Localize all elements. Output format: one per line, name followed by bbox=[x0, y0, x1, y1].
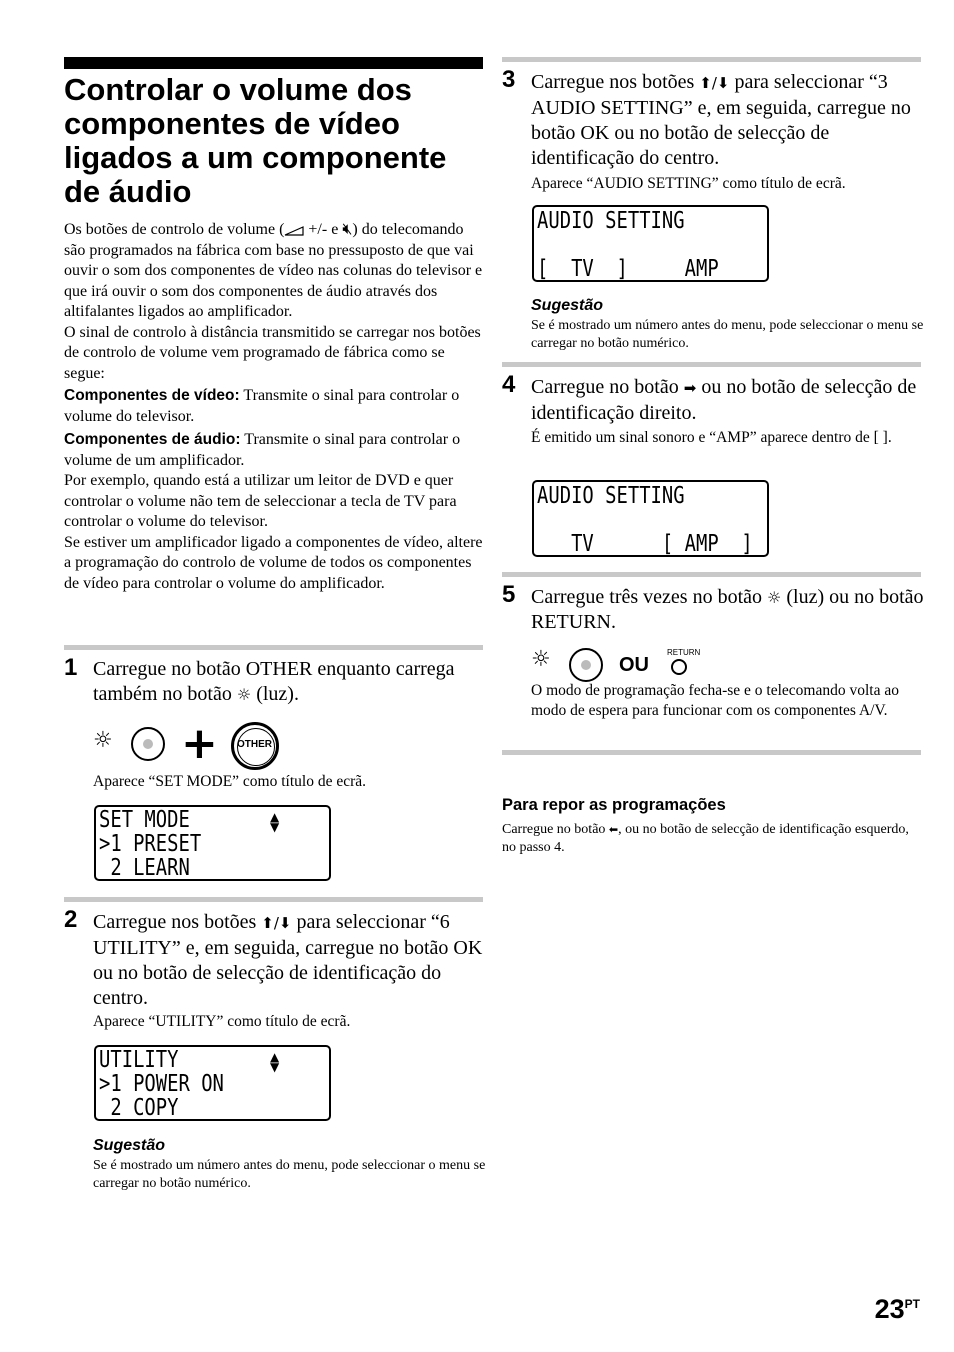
step2-number: 2 bbox=[64, 906, 78, 933]
plus-icon: + bbox=[181, 718, 218, 769]
top-rule-right bbox=[502, 57, 921, 62]
step5-rule bbox=[502, 572, 921, 577]
light-icon: ☼ bbox=[93, 728, 113, 753]
lcd-line: AUDIO SETTING bbox=[537, 483, 685, 509]
step2-text: Carregue nos botões ⬆/⬇ para seleccionar “6 UTILITY” e, em seguida, carregue no botão OK ou no botão de selecção de identificação do centro. bbox=[93, 911, 483, 1009]
step4-number: 4 bbox=[502, 371, 516, 398]
step1-rule bbox=[64, 645, 483, 650]
light-icon: ☼ bbox=[767, 588, 782, 607]
lcd-line: 2 COPY bbox=[99, 1095, 179, 1121]
or-label: OU bbox=[619, 654, 649, 676]
reset-text: Carregue no botão ⬅, ou no botão de selecção de identificação esquerdo, no passo 4. bbox=[502, 822, 909, 855]
intro-paragraph-4: Se estiver um amplificador ligado a componentes de vídeo, altere a programação do controlo de volume de todos os componentes de vídeo para controlar o volume do amplificador. bbox=[64, 533, 483, 592]
lcd-set-mode bbox=[94, 805, 331, 881]
reset-heading: Para repor as programações bbox=[502, 796, 726, 814]
up-down-arrow-icon: ▲ ▼ bbox=[270, 1050, 280, 1074]
lcd-line: [ TV ] AMP bbox=[537, 256, 719, 282]
lcd-audio-setting-amp bbox=[532, 480, 769, 557]
light-button[interactable] bbox=[569, 648, 603, 682]
lcd-line: SET MODE bbox=[99, 807, 190, 833]
lcd-line: >1 POWER ON bbox=[99, 1071, 224, 1097]
step2-tip-text: Se é mostrado um número antes do menu, pode seleccionar o menu se carregar no botão numérico. bbox=[93, 1158, 486, 1191]
step1-number: 1 bbox=[64, 654, 78, 681]
step4-note: É emitido um sinal sonoro e “AMP” aparece dentro de [ ]. bbox=[531, 429, 892, 446]
intro-paragraph-2: O sinal de controlo à distância transmitido se carregar nos botões de controlo de volume vem programado de fábrica como se segue: bbox=[64, 323, 481, 382]
light-icon: ☼ bbox=[236, 685, 252, 704]
volume-icon bbox=[284, 224, 304, 234]
step3-tip-heading: Sugestão bbox=[531, 297, 604, 314]
step4-text: Carregue no botão ➡ ou no botão de selecção de identificação direito. bbox=[531, 376, 917, 424]
intro-text bbox=[64, 220, 484, 594]
step1-text: Carregue no botão OTHER enquanto carrega também no botão ☼ (luz). bbox=[93, 658, 455, 705]
return-button[interactable] bbox=[671, 659, 687, 675]
page-title: Controlar o volume dos componentes de vídeo ligados a um componente de áudio bbox=[64, 72, 447, 209]
up-down-arrow-icon: ▲ ▼ bbox=[270, 810, 280, 834]
step3-note: Aparece “AUDIO SETTING” como título de ecrã. bbox=[531, 175, 846, 192]
up-down-arrow-icon: ⬆/⬇ bbox=[699, 74, 730, 92]
step1-buttons bbox=[93, 718, 293, 772]
audio-components-line: Componentes de áudio: Transmite o sinal para controlar o volume de um amplificador. bbox=[64, 431, 461, 469]
right-arrow-icon: ➡ bbox=[683, 379, 697, 397]
step4-rule bbox=[502, 362, 921, 367]
other-button[interactable] bbox=[231, 722, 279, 770]
lcd-utility bbox=[94, 1045, 331, 1121]
step5-end-rule bbox=[502, 750, 921, 755]
step2-rule bbox=[64, 897, 483, 902]
other-button-label: OTHER bbox=[237, 739, 272, 750]
step5-note: O modo de programação fecha-se e o telecomando volta ao modo de espera para funcionar com os componentes A/V. bbox=[531, 682, 899, 719]
step1-note: Aparece “SET MODE” como título de ecrã. bbox=[93, 773, 367, 790]
mute-icon: 🔇︎ bbox=[342, 221, 353, 238]
page-number: $23^{PT}$ bbox=[874, 1294, 920, 1324]
left-arrow-icon: ⬅ bbox=[608, 823, 619, 836]
return-label: RETURN bbox=[667, 648, 701, 657]
step5-text: Carregue três vezes no botão ☼ (luz) ou no botão RETURN. bbox=[531, 586, 924, 633]
lcd-line: UTILITY bbox=[99, 1047, 179, 1073]
intro-paragraph-3: Por exemplo, quando está a utilizar um leitor de DVD e quer controlar o volume não tem de seleccionar a tecla de TV para controlar o volume do televisor. bbox=[64, 472, 457, 530]
light-button[interactable] bbox=[131, 727, 165, 761]
lcd-line: 2 LEARN bbox=[99, 855, 190, 881]
step2-note: Aparece “UTILITY” como título de ecrã. bbox=[93, 1013, 351, 1030]
lcd-line: TV [ AMP ] bbox=[537, 531, 753, 557]
lcd-line: >1 PRESET bbox=[99, 831, 202, 857]
light-icon: ☼ bbox=[531, 647, 551, 672]
video-components-line: Componentes de vídeo: Transmite o sinal para controlar o volume do televisor. bbox=[64, 387, 460, 425]
lcd-audio-setting-tv bbox=[532, 205, 769, 282]
top-black-bar bbox=[64, 57, 483, 69]
intro-paragraph-1: Os botões de controlo de volume ( +/- e 🔇︎) do telecomando são programados na fábrica com base no pressuposto de que vai ouvir o som dos componentes de vídeo nas colunas do televisor e que irá ouvir o som dos componentes de áudio através dos altifalantes ligados ao amplificador. bbox=[64, 221, 483, 320]
step3-number: 3 bbox=[502, 66, 516, 93]
lcd-line: AUDIO SETTING bbox=[537, 208, 685, 234]
step2-tip-heading: Sugestão bbox=[93, 1137, 166, 1154]
step5-buttons bbox=[531, 645, 731, 685]
step3-text: Carregue nos botões ⬆/⬇ para seleccionar “3 AUDIO SETTING” e, em seguida, carregue no botão OK ou no botão de selecção de identificação do centro. bbox=[531, 71, 911, 169]
step3-tip-text: Se é mostrado um número antes do menu, pode seleccionar o menu se carregar no botão numérico. bbox=[531, 318, 924, 351]
step5-number: 5 bbox=[502, 581, 516, 608]
up-down-arrow-icon: ⬆/⬇ bbox=[261, 914, 292, 932]
